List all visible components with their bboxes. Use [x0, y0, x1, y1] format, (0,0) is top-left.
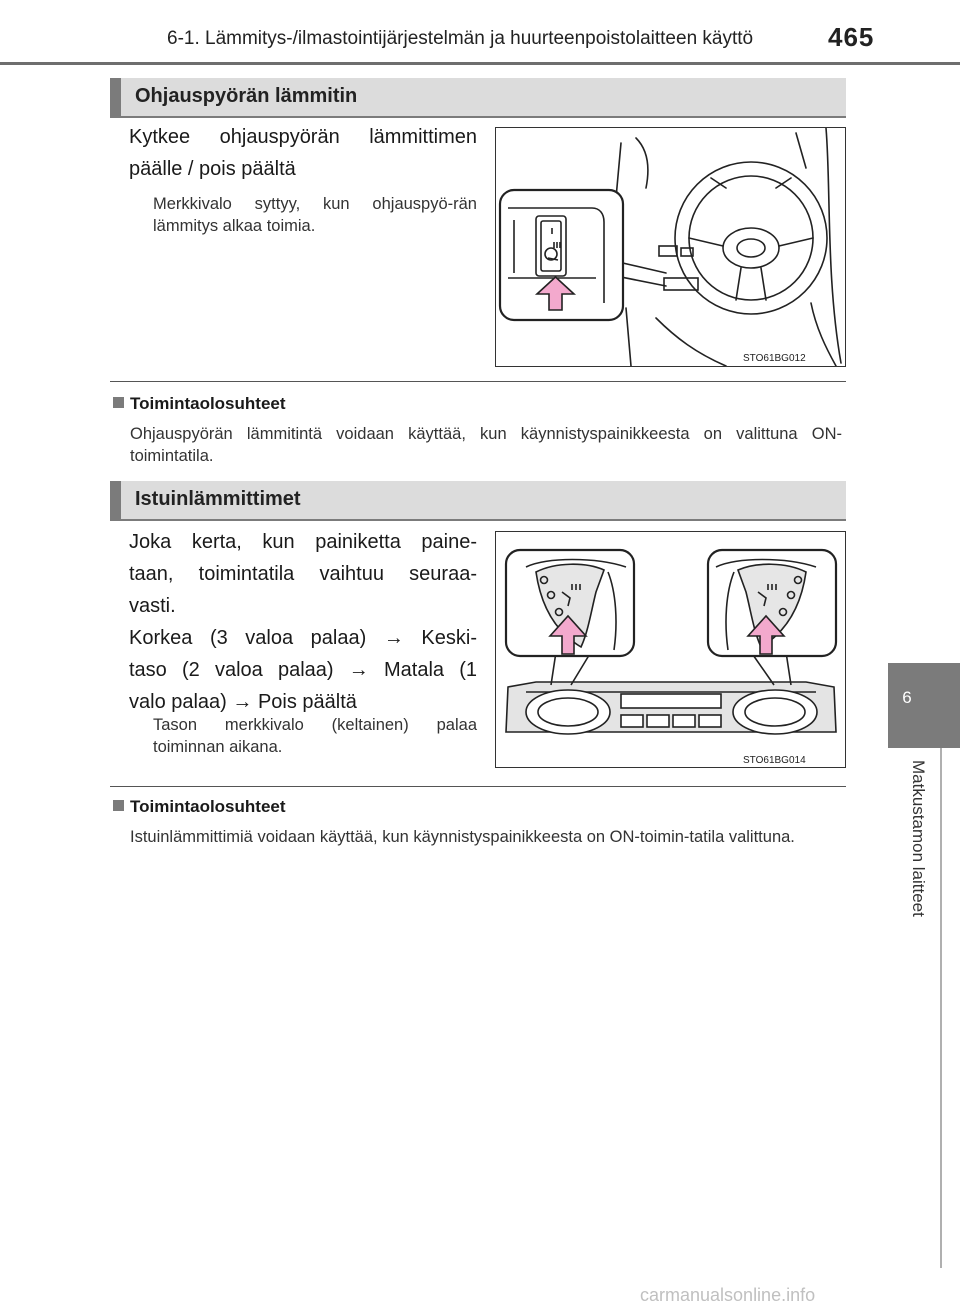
square-bullet-icon — [113, 397, 124, 408]
subsection-title: Toimintaolosuhteet — [130, 797, 286, 816]
section-divider — [110, 786, 846, 787]
section-heading-text: Istuinlämmittimet — [135, 488, 301, 510]
lead-line: päälle / pois päältä — [129, 158, 296, 180]
section-note: Merkkivalo syttyy, kun ohjauspyö-rän lämmitys alkaa toimia. — [153, 195, 477, 235]
subsection-heading — [113, 394, 286, 414]
lead-line: Korkea (3 valoa palaa) → Keski- — [129, 627, 477, 649]
figure-steering-wheel-heater — [495, 127, 846, 367]
section-note: Tason merkkivalo (keltainen) palaa toiminnan aikana. — [153, 716, 477, 756]
section-heading-seat-heaters — [110, 481, 846, 521]
lead-line: Joka kerta, kun painiketta paine- — [129, 531, 477, 553]
page-number: 465 — [828, 22, 875, 52]
subsection-text: Istuinlämmittimiä voidaan käyttää, kun käynnistyspainikkeesta on ON-toimin-tatila valittuna. — [130, 828, 795, 846]
header-rule — [0, 62, 960, 65]
section-lead-text — [129, 526, 477, 718]
section-heading-text: Ohjauspyörän lämmitin — [135, 85, 358, 107]
square-bullet-icon — [113, 800, 124, 811]
chapter-label: Matkustamon laitteet — [909, 760, 928, 917]
seat-heater-illustration — [496, 532, 846, 768]
section-heading-steering-heater — [110, 78, 846, 118]
figure-seat-heater-switches — [495, 531, 846, 768]
subsection-text: Ohjauspyörän lämmitintä voidaan käyttää, kun käynnistyspainikkeesta on valittuna ON-toimintatila. — [130, 425, 842, 465]
steering-wheel-illustration — [496, 128, 846, 367]
lead-line: Kytkee ohjauspyörän lämmittimen — [129, 126, 477, 148]
section-lead-text — [129, 121, 477, 185]
watermark: carmanualsonline.info — [640, 1285, 816, 1305]
chapter-tab — [888, 663, 960, 748]
running-header: 6-1. Lämmitys-/ilmastointijärjestelmän ja huurteenpoistolaitteen käyttö — [167, 28, 754, 49]
lead-line: vasti. — [129, 595, 176, 617]
lead-line: taso (2 valoa palaa) → Matala (1 — [129, 659, 477, 681]
figure-code: STO61BG012 — [743, 353, 806, 364]
chapter-number: 6 — [902, 688, 912, 707]
chapter-side-line — [940, 748, 942, 1268]
figure-code: STO61BG014 — [743, 755, 806, 766]
lead-line: taan, toimintatila vaihtuu seuraa- — [129, 563, 477, 585]
subsection-title: Toimintaolosuhteet — [130, 394, 286, 413]
section-divider — [110, 381, 846, 382]
lead-line: valo palaa) → Pois päältä — [129, 691, 357, 713]
subsection-heading — [113, 797, 286, 817]
